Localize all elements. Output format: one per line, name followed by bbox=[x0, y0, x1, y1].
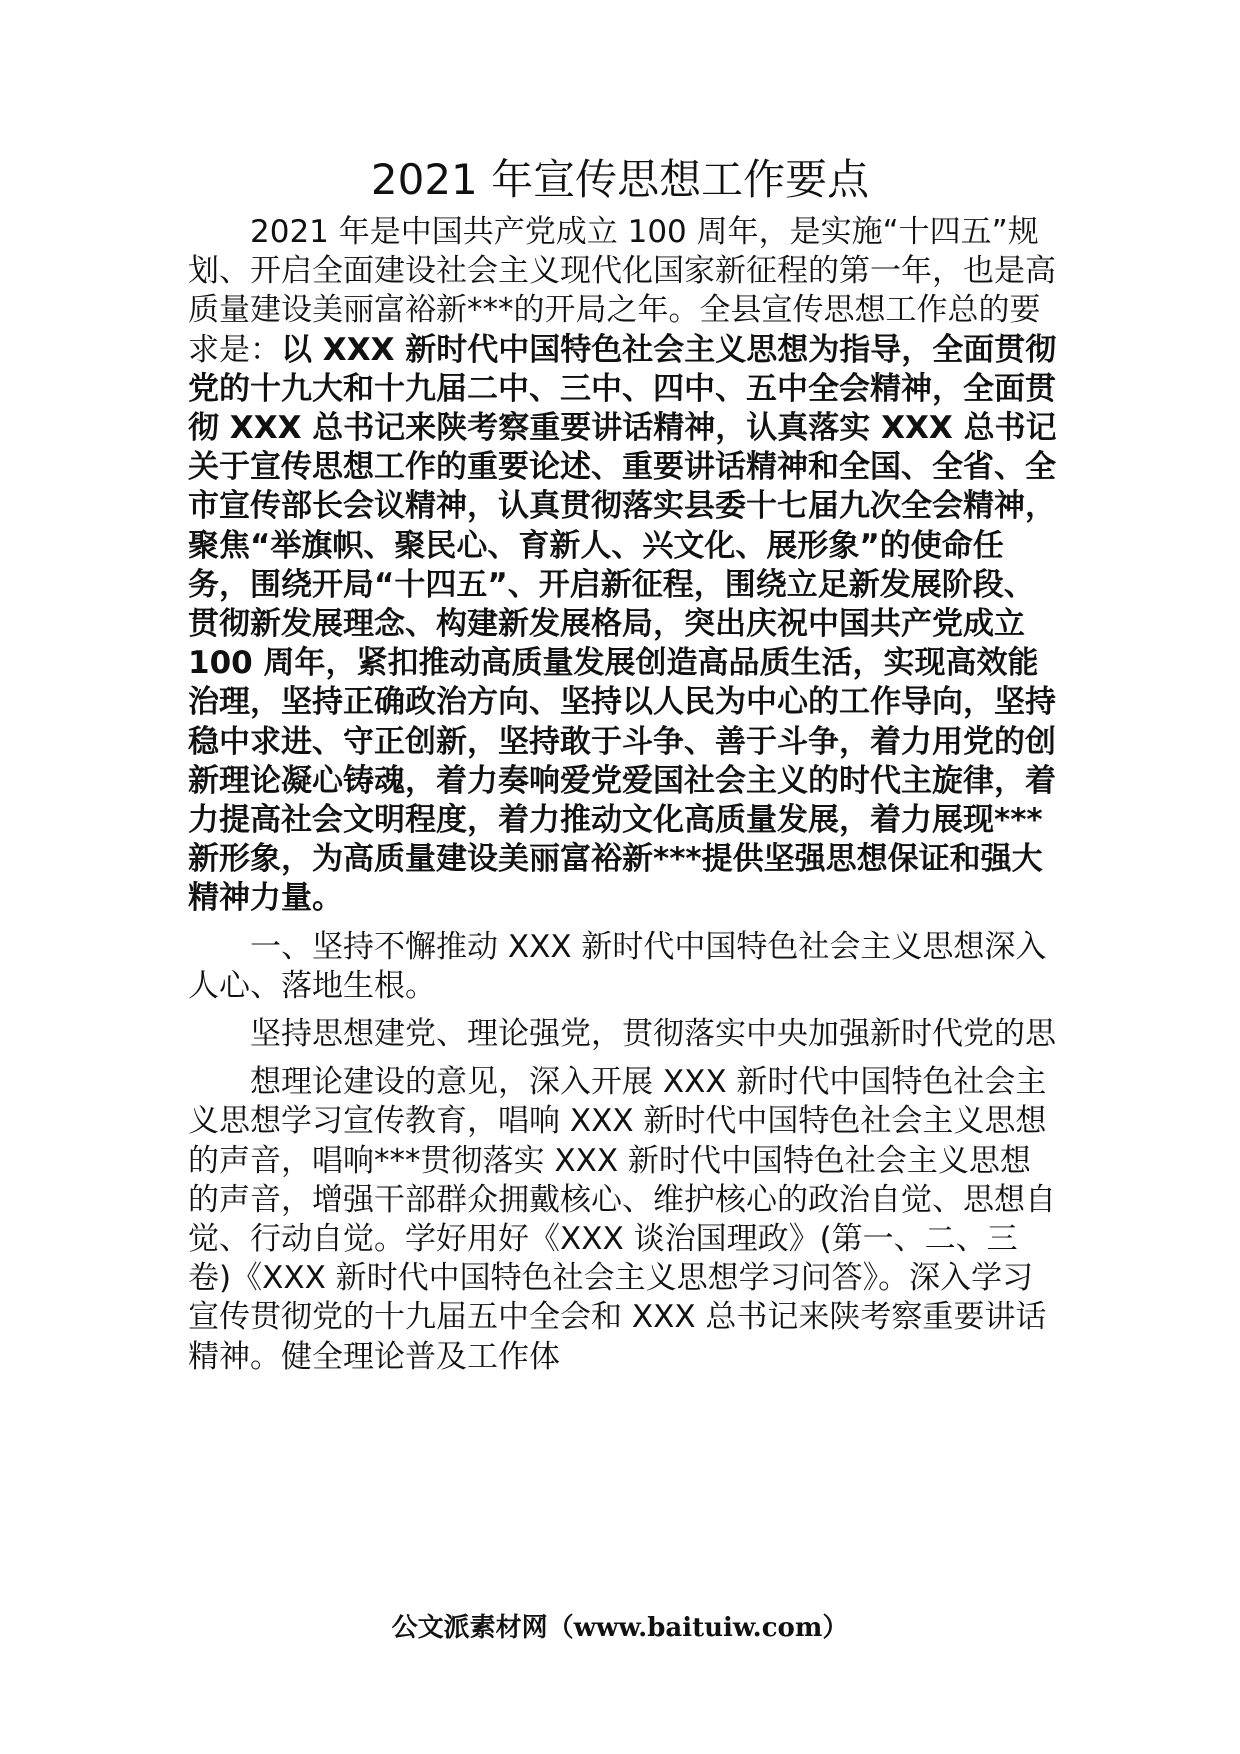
document-title: 2021 年宣传思想工作要点 bbox=[370, 155, 870, 204]
document-body bbox=[188, 213, 1058, 1377]
section-1-heading: 一、坚持不懈推动 XXX 新时代中国特色社会主义思想深入人心、落地生根。 bbox=[188, 928, 1047, 1004]
footer-watermark: 公文派素材网（www.baituiw.com） bbox=[391, 1613, 849, 1643]
intro-paragraph bbox=[188, 213, 1058, 919]
paragraph-2: 坚持思想建党、理论强党，贯彻落实中央加强新时代党的思 bbox=[250, 1016, 1056, 1053]
intro-bold-text: 以 XXX 新时代中国特色社会主义思想为指导，全面贯彻党的十九大和十九届二中、三中、四中、五中全会精神，全面贯彻 XXX 总书记来陕考察重要讲话精神，认真落实 XXX 总书记关于宣传思想工作的重要论述、重要讲话精神和全国、全省、全市宣传部长会议精神，认真贯彻落实县委十七届九次全会精神，聚焦“举旗帜、聚民心、育新人、兴文化、展形象”的使命任务，围绕开局“十四五”、开启新征程，围绕立足新发展阶段、贯彻新发展理念、构建新发展格局，突出庆祝中国共产党成立 100 周年，紧扣推动高质量发展创造高品质生活，实现高效能治理，坚持正确政治方向、坚持以人民为中心的工作导向，坚持稳中求进、守正创新，坚持敢于斗争、善于斗争，着力用党的创新理论凝心铸魂，着力奏响爱党爱国社会主义的时代主旋律，着力提高社会文明程度，着力推动文化高质量发展，着力展现***新形象，为高质量建设美丽富裕新***提供坚强思想保证和强大精神力量。 bbox=[188, 331, 1057, 917]
paragraph-3: 想理论建设的意见，深入开展 XXX 新时代中国特色社会主义思想学习宣传教育，唱响 XXX 新时代中国特色社会主义思想的声音，唱响***贯彻落实 XXX 新时代中国特色社会主义思想的声音，增强干部群众拥戴核心、维护核心的政治自觉、思想自觉、行动自觉。学好用好《XXX 谈治国理政》(第一、二、三卷)《XXX 新时代中国特色社会主义思想学习问答》。深入学习宣传贯彻党的十九届五中全会和 XXX 总书记来陕考察重要讲话精神。健全理论普及工作体 bbox=[188, 1064, 1056, 1375]
intro-plain-text: 2021 年是中国共产党成立 100 周年，是实施“十四五”规划、开启全面建设社会主义现代化国家新征程的第一年，也是高质量建设美丽富裕新***的开局之年。全县宣传思想工作总的要求是： bbox=[188, 214, 1056, 368]
